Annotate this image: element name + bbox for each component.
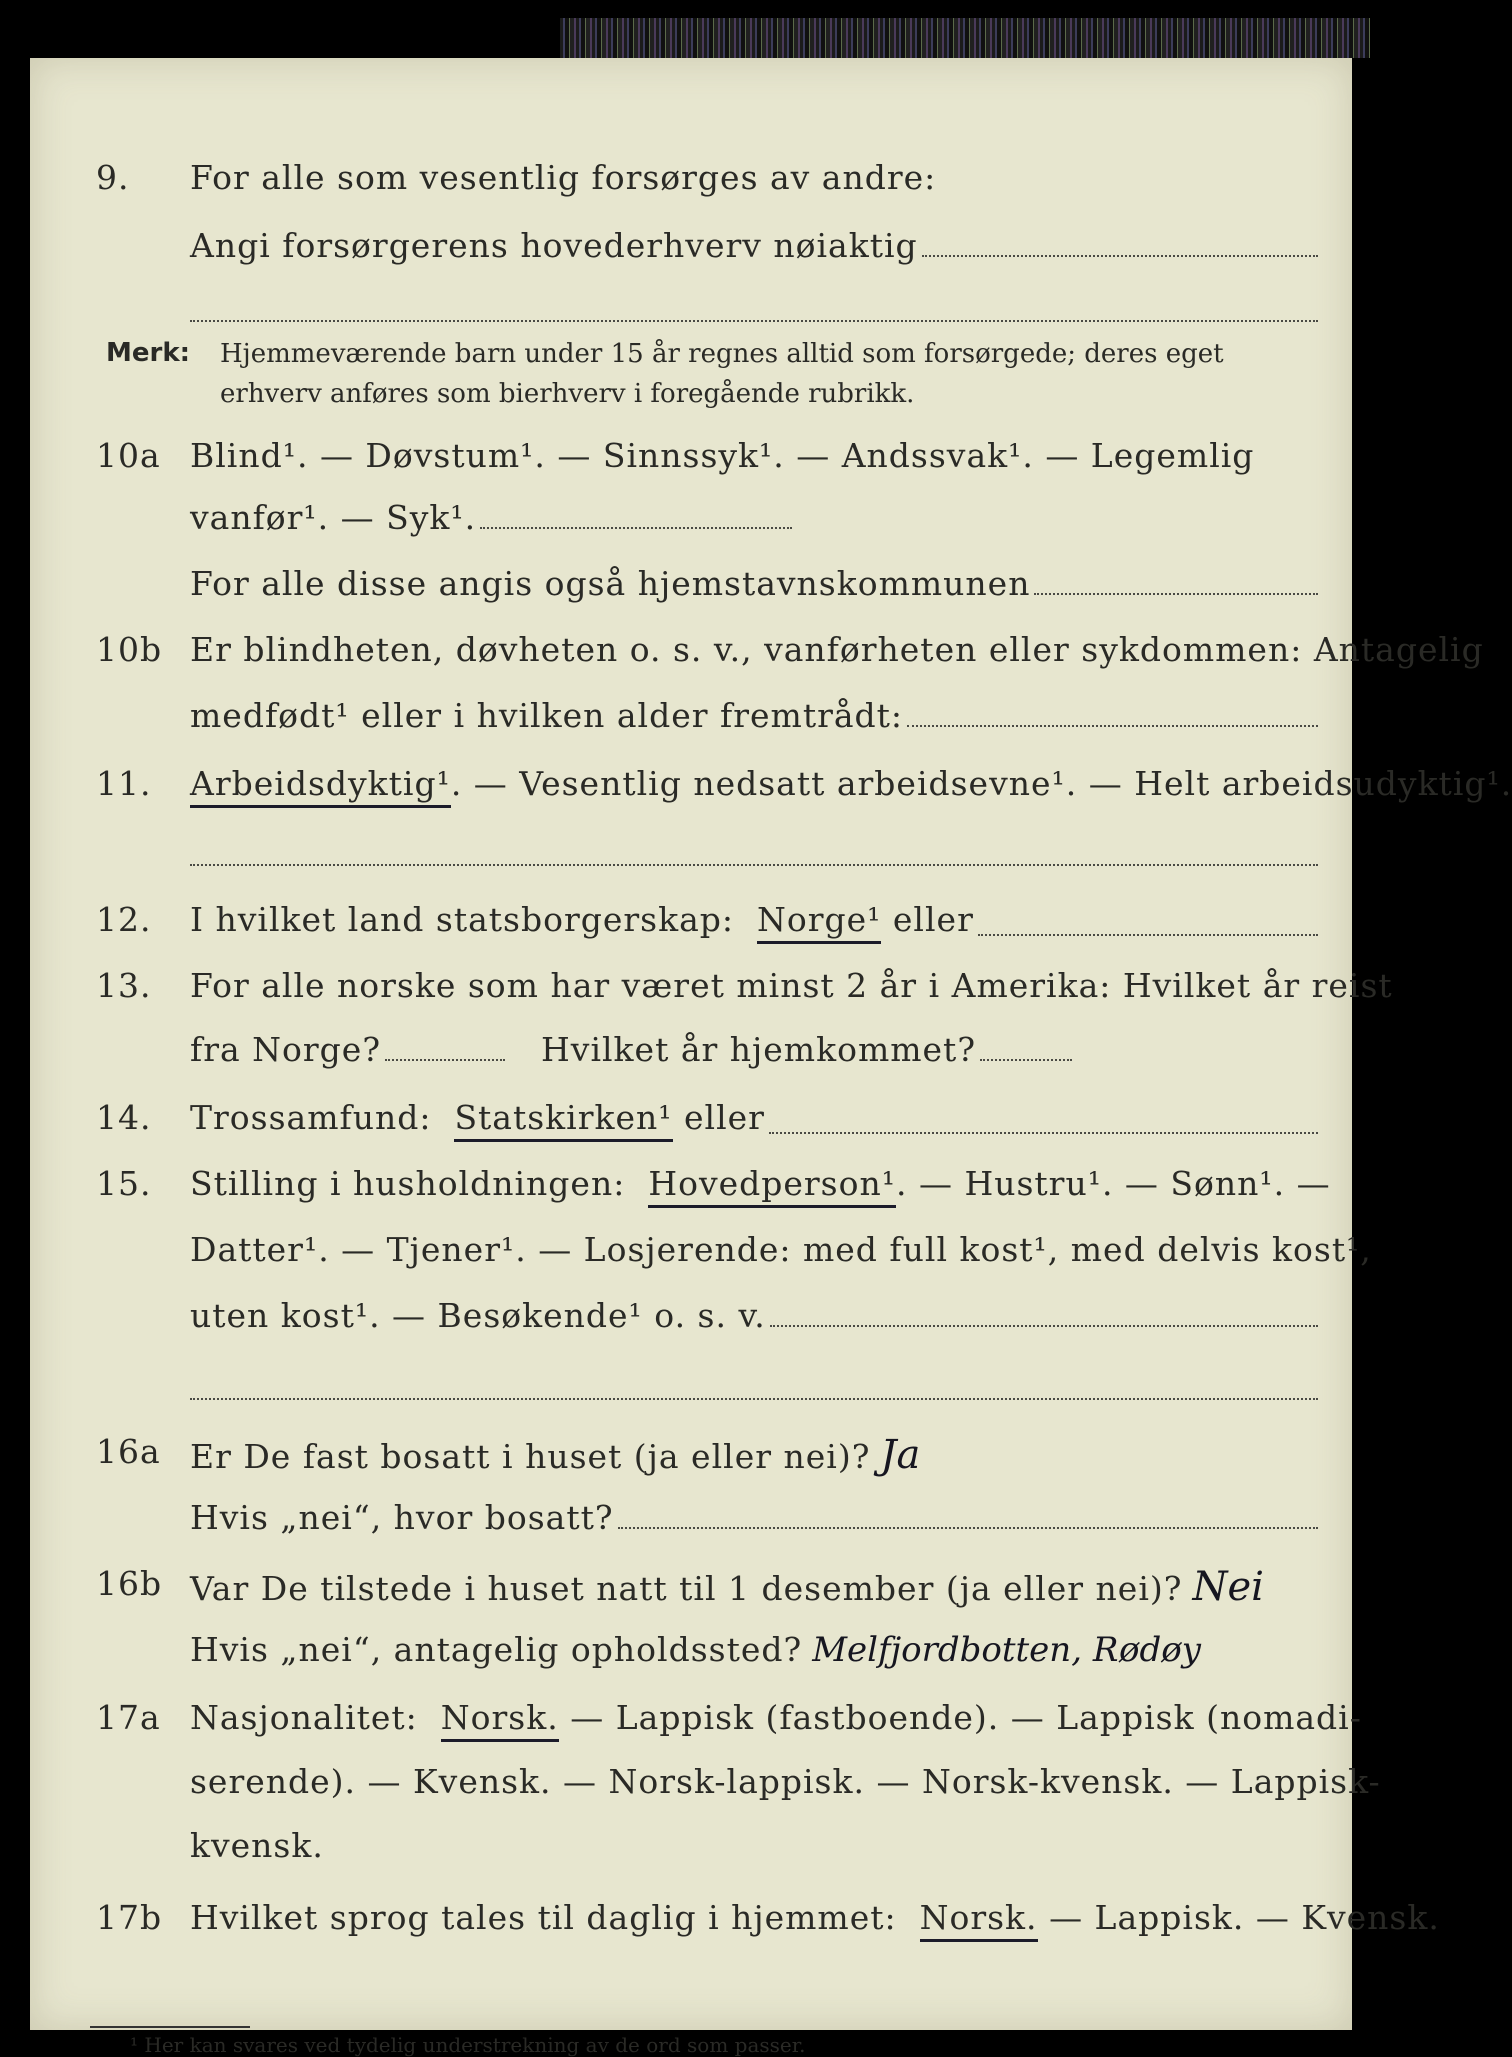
underlined-answer: Norsk. [441,1698,559,1742]
question-text: — Lappisk (fastboende). — Lappisk (nomadi- [570,1698,1362,1737]
question-number: 10b [96,630,163,669]
question-text: Datter¹. — Tjener¹. — Losjerende: med full kost¹, med delvis kost¹, [190,1230,1372,1269]
question-text: Blind¹. — Døvstum¹. — Sinnssyk¹. — Andssvak¹. — Legemlig [190,436,1255,475]
question-number: 16a [96,1432,161,1471]
question-text: Var De tilstede i huset natt til 1 desember (ja eller nei)? [190,1569,1183,1608]
answer-field[interactable] [480,526,792,529]
answer-line[interactable] [190,864,1318,866]
question-text: Nasjonalitet: [190,1698,418,1737]
answer-field[interactable] [980,1058,1072,1061]
question-text: vanfør¹. — Syk¹. [190,498,477,537]
question-number: 9. [96,158,130,197]
underlined-answer: Hovedperson¹ [648,1164,896,1208]
answer-line[interactable] [190,1398,1318,1400]
question-text: . — Hustru¹. — Sønn¹. — [895,1164,1331,1203]
answer-line[interactable] [190,320,1318,322]
answer-field[interactable] [769,1131,1318,1134]
handwritten-answer: Nei [1192,1564,1264,1610]
question-number: 11. [96,764,152,803]
underlined-answer: Norsk. [920,1898,1038,1942]
underlined-answer: Arbeidsdyktig¹ [190,764,451,808]
question-number: 17a [96,1698,161,1737]
handwritten-answer: Ja [880,1432,921,1478]
question-number: 12. [96,900,152,939]
question-text: For alle norske som har været minst 2 år i Amerika: Hvilket år reist [190,966,1393,1005]
question-text: eller [684,1098,765,1137]
question-text: serende). — Kvensk. — Norsk-lappisk. — Norsk-kvensk. — Lappisk- [190,1762,1381,1801]
underlined-answer: Statskirken¹ [454,1098,672,1142]
question-text: eller [892,900,974,939]
question-number: 17b [96,1898,163,1937]
question-number: 10a [96,436,161,475]
question-text: Stilling i husholdningen: [190,1164,626,1203]
question-text: For alle som vesentlig forsørges av andre: [190,158,937,197]
answer-field[interactable] [907,724,1318,727]
question-text: Er De fast bosatt i huset (ja eller nei)? [190,1437,871,1476]
question-number: 16b [96,1564,163,1603]
question-text: kvensk. [190,1826,324,1865]
census-form-page [30,58,1512,2057]
answer-field[interactable] [770,1324,1318,1327]
question-text: Angi forsørgerens hovederhverv nøiaktig [190,226,918,265]
answer-field[interactable] [618,1526,1318,1529]
question-text: Trossamfund: [190,1098,432,1137]
footnote-rule [90,2026,250,2028]
question-text: Hvis „nei“, antagelig opholdssted? [190,1630,803,1669]
handwritten-answer: Melfjordbotten, Rødøy [812,1630,1201,1670]
note-label: Merk: [106,338,191,368]
question-text: Hvilket år hjemkommet? [541,1030,977,1069]
question-number: 14. [96,1098,152,1137]
question-text: Hvis „nei“, hvor bosatt? [190,1498,614,1537]
question-number: 15. [96,1164,152,1203]
answer-field[interactable] [1034,592,1318,595]
question-text: Hvilket sprog tales til daglig i hjemmet: [190,1898,897,1937]
question-text: Er blindheten, døvheten o. s. v., vanførheten eller sykdommen: Antagelig [190,630,1484,669]
underlined-answer: Norge¹ [757,900,881,944]
answer-field[interactable] [978,933,1318,936]
question-text: medfødt¹ eller i hvilken alder fremtrådt: [190,696,904,735]
question-text: . — Vesentlig nedsatt arbeidsevne¹. — Helt arbeidsudyktig¹. [450,764,1512,803]
question-number: 13. [96,966,152,1005]
note-text: Hjemmeværende barn under 15 år regnes alltid som forsørgede; deres eget erhverv anføres som bierhverv i foregående rubrikk. [220,339,1224,409]
answer-field[interactable] [922,254,1318,257]
answer-field[interactable] [385,1058,505,1061]
question-text: For alle disse angis også hjemstavnskommunen [190,564,1031,603]
question-text: — Lappisk. — Kvensk. [1049,1898,1440,1937]
footnote: ¹ Her kan svares ved tydelig understrekning av de ord som passer. [130,2033,806,2057]
scan-barcode-strip [560,18,1370,58]
question-text: uten kost¹. — Besøkende¹ o. s. v. [190,1296,766,1335]
question-text: fra Norge? [190,1030,382,1069]
question-text: I hvilket land statsborgerskap: [190,900,735,939]
